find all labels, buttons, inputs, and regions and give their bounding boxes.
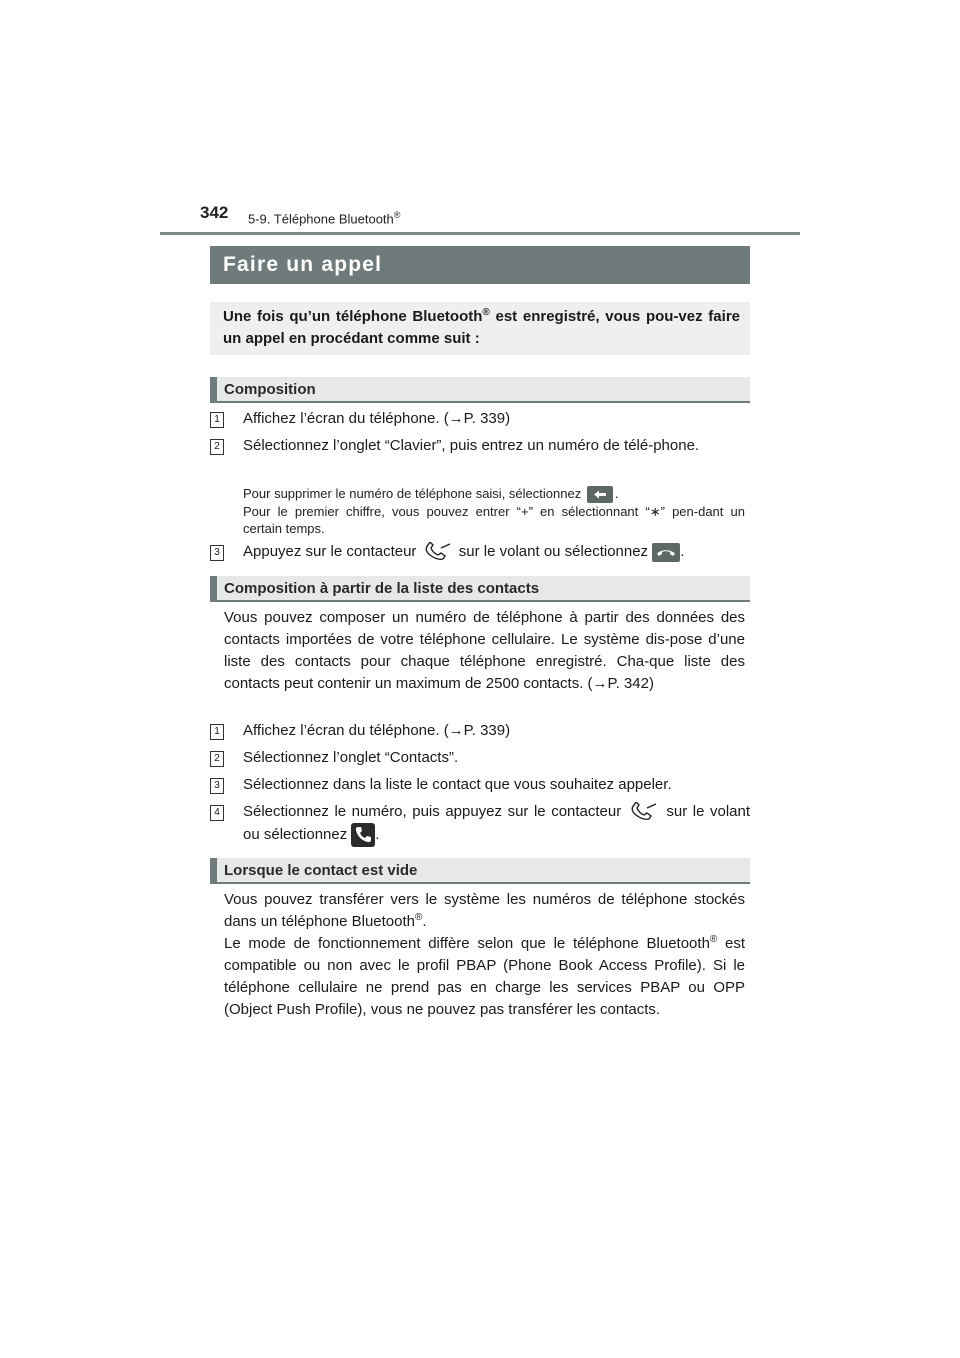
section-heading-composition: Composition bbox=[210, 377, 750, 403]
registered-mark: ® bbox=[415, 912, 423, 923]
intro-text-1: Une fois qu’un téléphone Bluetooth bbox=[223, 308, 483, 325]
step-text-after: . bbox=[375, 825, 380, 843]
note-delete-end: . bbox=[614, 486, 619, 501]
chapter-title bbox=[248, 210, 400, 226]
note-delete bbox=[243, 485, 745, 503]
registered-mark: ® bbox=[393, 210, 401, 220]
empty-text-2-end: est compatible ou non avec le profil PBAP (Phone Book Access Profile). Si le téléphone cellulaire ne prend pas en charge les services PBAP ou OPP (Object Push Profile), vous ne pouvez pas transférer les contacts. bbox=[224, 935, 745, 1018]
section-heading-empty-contacts: Lorsque le contact est vide bbox=[210, 858, 750, 884]
contacts-paragraph: Vous pouvez composer un numéro de téléphone à partir des données des contacts importées de votre téléphone cellulaire. Le système dis-pose d’une liste des contacts pour chaque téléphone enregistré. Cha-que liste des contacts peut contenir un maximum de 2500 contacts. (→P. 342) bbox=[224, 609, 745, 692]
call-button-icon bbox=[652, 543, 680, 562]
empty-text-1: Vous pouvez transférer vers le système les numéros de téléphone stockés dans un téléphone Bluetooth bbox=[224, 891, 745, 930]
step-number: 4 bbox=[210, 805, 224, 821]
step-text-before: Appuyez sur le contacteur bbox=[243, 543, 417, 560]
backspace-icon bbox=[587, 486, 613, 503]
step-text: Sélectionnez l’onglet “Contacts”. bbox=[243, 749, 459, 766]
section-heading-contacts: Composition à partir de la liste des contacts bbox=[210, 576, 750, 602]
empty-text-2: Le mode de fonctionnement diffère selon que le téléphone Bluetooth bbox=[224, 935, 710, 952]
steering-phone-switch-icon bbox=[421, 542, 455, 562]
step-number: 2 bbox=[210, 751, 224, 767]
composition-step-3 bbox=[210, 541, 750, 563]
empty-contacts-line-1 bbox=[224, 889, 745, 933]
step-text: Affichez l’écran du téléphone. (→P. 339) bbox=[243, 410, 511, 427]
step-text: Sélectionnez l’onglet “Clavier”, puis entrez un numéro de télé-phone. bbox=[243, 437, 700, 454]
step-number: 2 bbox=[210, 439, 224, 455]
chapter-title-text: 5-9. Téléphone Bluetooth bbox=[248, 211, 394, 227]
step-text: Sélectionnez dans la liste le contact que vous souhaitez appeler. bbox=[243, 776, 672, 793]
step-text: Affichez l’écran du téléphone. (→P. 339) bbox=[243, 722, 511, 739]
step-text-middle: sur le volant ou sélectionnez bbox=[458, 543, 649, 560]
page-title: Faire un appel bbox=[210, 246, 750, 284]
registered-mark: ® bbox=[709, 934, 718, 945]
contacts-step-1 bbox=[210, 720, 750, 742]
handset-icon bbox=[351, 823, 375, 847]
step-number: 3 bbox=[210, 778, 224, 794]
registered-mark: ® bbox=[482, 307, 490, 318]
composition-note bbox=[243, 485, 745, 537]
steering-phone-switch-icon bbox=[627, 802, 661, 822]
step-text bbox=[243, 801, 750, 847]
page-number: 342 bbox=[200, 203, 229, 222]
step-number: 1 bbox=[210, 412, 224, 428]
empty-text-1-end: . bbox=[422, 913, 427, 930]
step-number: 3 bbox=[210, 545, 224, 561]
empty-contacts-line-2 bbox=[224, 933, 745, 1021]
empty-contacts-paragraph bbox=[224, 889, 745, 1021]
intro-text-2: est enregistré, vous pou-vez faire un appel en procédant comme suit : bbox=[223, 308, 740, 347]
header-rule bbox=[160, 232, 800, 235]
contacts-step-4 bbox=[210, 801, 750, 847]
step-text-before: Sélectionnez le numéro, puis appuyez sur le contacteur bbox=[243, 803, 622, 820]
step-text bbox=[243, 541, 750, 563]
composition-step-1 bbox=[210, 408, 750, 430]
contacts-step-2 bbox=[210, 747, 750, 769]
step-number: 1 bbox=[210, 724, 224, 740]
step-text-middle: sur le volant ou sélectionnez bbox=[243, 803, 751, 843]
note-plus: Pour le premier chiffre, vous pouvez entrer “+” en sélectionnant “∗” pen-dant un certain temps. bbox=[243, 504, 745, 537]
intro-box bbox=[210, 302, 750, 355]
contacts-step-3 bbox=[210, 774, 750, 796]
step-text-after: . bbox=[680, 543, 685, 560]
note-delete-text: Pour supprimer le numéro de téléphone saisi, sélectionnez bbox=[243, 486, 582, 501]
composition-step-2 bbox=[210, 435, 750, 457]
